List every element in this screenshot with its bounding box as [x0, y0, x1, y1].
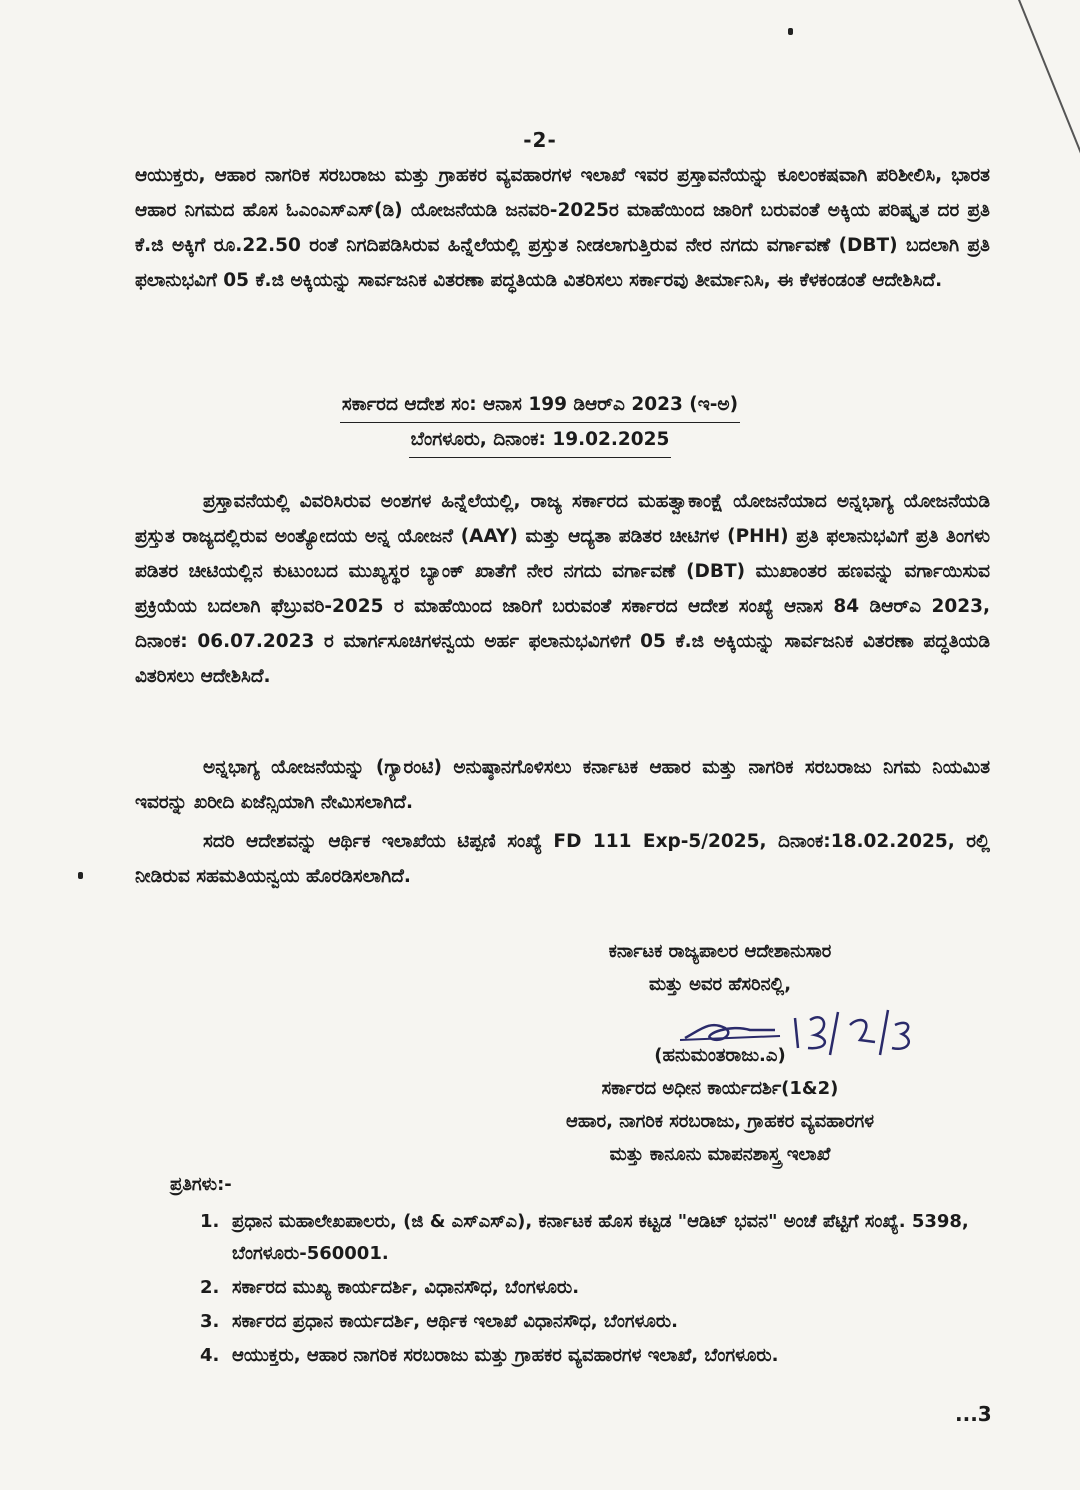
list-item-number: 1. — [200, 1211, 220, 1232]
paragraph-procurement-agency: ಅನ್ನಭಾಗ್ಯ ಯೋಜನೆಯನ್ನು (ಗ್ಯಾರಂಟಿ) ಅನುಷ್ಠಾನಗೊಳಿಸಲು ಕರ್ನಾಟಕ ಆಹಾರ ಮತ್ತು ನಾಗರಿಕ ಸರಬರಾಜು ನಿಗಮ ನಿಯಮಿತ ಇವರನ್ನು ಖರೀದಿ ಏಜೆನ್ಸಿಯಾಗಿ ನೇಮಿಸಲಾಗಿದೆ. — [135, 757, 990, 813]
list-item — [200, 1306, 1010, 1338]
order-place-date: ಬೆಂಗಳೂರು, ದಿನಾಂಕ: 19.02.2025 — [409, 423, 672, 458]
order-heading — [0, 388, 1080, 458]
paragraph-finance-concurrence: ಸದರಿ ಆದೇಶವನ್ನು ಆರ್ಥಿಕ ಇಲಾಖೆಯ ಟಿಪ್ಪಣಿ ಸಂಖ್ಯೆ FD 111 Exp-5/2025, ದಿನಾಂಕ:18.02.2025, ರಲ್ಲಿ ನೀಡಿರುವ ಸಹಮತಿಯನ್ವಯ ಹೊರಡಿಸಲಾಗಿದೆ. — [135, 831, 990, 887]
list-item-text: ಪ್ರಧಾನ ಮಹಾಲೇಖಪಾಲರು, (ಜಿ & ಎಸ್‌ಎಸ್‌ಎ), ಕರ್ನಾಟಕ ಹೊಸ ಕಟ್ಟಡ "ಆಡಿಟ್ ಭವನ" ಅಂಚೆ ಪೆಟ್ಟಿಗೆ ಸಂಖ್ಯೆ. 5398, ಬೆಂಗಳೂರು-560001. — [232, 1211, 969, 1264]
scan-speck — [788, 28, 793, 35]
signature-line-1: ಕರ್ನಾಟಕ ರಾಜ್ಯಪಾಲರ ಆದೇಶಾನುಸಾರ — [608, 941, 832, 962]
list-item-number: 3. — [200, 1311, 220, 1332]
signatory-department-1: ಆಹಾರ, ನಾಗರಿಕ ಸರಬರಾಜು, ಗ್ರಾಹಕರ ವ್ಯವಹಾರಗಳ — [565, 1111, 875, 1132]
handwritten-signature — [680, 1000, 930, 1060]
page-number: -2- — [523, 128, 557, 152]
copies-section — [170, 1170, 1010, 1374]
list-item-number: 2. — [200, 1277, 220, 1298]
signature-line-2: ಮತ್ತು ಅವರ ಹೆಸರಿನಲ್ಲಿ, — [648, 974, 792, 995]
copies-list — [170, 1206, 1010, 1372]
signatory-department-2: ಮತ್ತು ಕಾನೂನು ಮಾಪನಶಾಸ್ತ್ರ ಇಲಾಖೆ — [609, 1144, 831, 1165]
scan-speck — [78, 872, 83, 879]
list-item-text: ಸರ್ಕಾರದ ಪ್ರಧಾನ ಕಾರ್ಯದರ್ಶಿ, ಆರ್ಥಿಕ ಇಲಾಖೆ ವಿಧಾನಸೌಧ, ಬೆಂಗಳೂರು. — [232, 1311, 678, 1332]
continuation-marker: ...3 — [955, 1402, 992, 1426]
list-item-text: ಸರ್ಕಾರದ ಮುಖ್ಯ ಕಾರ್ಯದರ್ಶಿ, ವಿಧಾನಸೌಧ, ಬೆಂಗಳೂರು. — [232, 1277, 580, 1298]
order-number: ಸರ್ಕಾರದ ಆದೇಶ ಸಂ: ಆನಾಸ 199 ಡಿಆರ್‌ಎ 2023 (ಇ-ಅ) — [340, 388, 740, 423]
list-item — [200, 1272, 1010, 1304]
copies-title: ಪ್ರತಿಗಳು:- — [170, 1174, 232, 1195]
list-item-text: ಆಯುಕ್ತರು, ಆಹಾರ ನಾಗರಿಕ ಸರಬರಾಜು ಮತ್ತು ಗ್ರಾಹಕರ ವ್ಯವಹಾರಗಳ ಇಲಾಖೆ, ಬೆಂಗಳೂರು. — [232, 1345, 779, 1366]
signatory-name: (ಹನುಮಂತರಾಜು.ಎ) — [654, 1045, 786, 1066]
signatory-designation: ಸರ್ಕಾರದ ಅಧೀನ ಕಾರ್ಯದರ್ಶಿ(1&2) — [601, 1078, 839, 1099]
paragraph-preamble: ಆಯುಕ್ತರು, ಆಹಾರ ನಾಗರಿಕ ಸರಬರಾಜು ಮತ್ತು ಗ್ರಾಹಕರ ವ್ಯವಹಾರಗಳ ಇಲಾಖೆ ಇವರ ಪ್ರಸ್ತಾವನೆಯನ್ನು ಕೂಲಂಕಷವಾಗಿ ಪರಿಶೀಲಿಸಿ, ಭಾರತ ಆಹಾರ ನಿಗಮದ ಹೊಸ ಓಎಂಎಸ್‌ಎಸ್(ಡಿ) ಯೋಜನೆಯಡಿ ಜನವರಿ-2025ರ ಮಾಹೆಯಿಂದ ಜಾರಿಗೆ ಬರುವಂತೆ ಅಕ್ಕಿಯ ಪರಿಷ್ಕೃತ ದರ ಪ್ರತಿ ಕೆ.ಜಿ ಅಕ್ಕಿಗೆ ರೂ.22.50 ರಂತೆ ನಿಗದಿಪಡಿಸಿರುವ ಹಿನ್ನೆಲೆಯಲ್ಲಿ ಪ್ರಸ್ತುತ ನೀಡಲಾಗುತ್ತಿರುವ ನೇರ ನಗದು ವರ್ಗಾವಣೆ (DBT) ಬದಲಾಗಿ ಪ್ರತಿ ಫಲಾನುಭವಿಗೆ 05 ಕೆ.ಜಿ ಅಕ್ಕಿಯನ್ನು ಸಾರ್ವಜನಿಕ ವಿತರಣಾ ಪದ್ಧತಿಯಡಿ ವಿತರಿಸಲು ಸರ್ಕಾರವು ತೀರ್ಮಾನಿಸಿ, ಈ ಕೆಳಕಂಡಂತೆ ಆದೇಶಿಸಿದೆ. — [135, 165, 990, 291]
list-item — [200, 1340, 1010, 1372]
list-item — [200, 1206, 1010, 1270]
paragraph-order-body: ಪ್ರಸ್ತಾವನೆಯಲ್ಲಿ ವಿವರಿಸಿರುವ ಅಂಶಗಳ ಹಿನ್ನೆಲೆಯಲ್ಲಿ, ರಾಜ್ಯ ಸರ್ಕಾರದ ಮಹತ್ವಾಕಾಂಕ್ಷೆ ಯೋಜನೆಯಾದ ಅನ್ನಭಾಗ್ಯ ಯೋಜನೆಯಡಿ ಪ್ರಸ್ತುತ ರಾಜ್ಯದಲ್ಲಿರುವ ಅಂತ್ಯೋದಯ ಅನ್ನ ಯೋಜನೆ (AAY) ಮತ್ತು ಆದ್ಯತಾ ಪಡಿತರ ಚೀಟಿಗಳ (PHH) ಪ್ರತಿ ಫಲಾನುಭವಿಗೆ ಪ್ರತಿ ತಿಂಗಳು ಪಡಿತರ ಚೀಟಿಯಲ್ಲಿನ ಕುಟುಂಬದ ಮುಖ್ಯಸ್ಥರ ಬ್ಯಾಂಕ್ ಖಾತೆಗೆ ನೇರ ನಗದು ವರ್ಗಾವಣೆ (DBT) ಮುಖಾಂತರ ಹಣವನ್ನು ವರ್ಗಾಯಿಸುವ ಪ್ರಕ್ರಿಯೆಯ ಬದಲಾಗಿ ಫೆಬ್ರುವರಿ-2025 ರ ಮಾಹೆಯಿಂದ ಜಾರಿಗೆ ಬರುವಂತೆ ಸರ್ಕಾರದ ಆದೇಶ ಸಂಖ್ಯೆ ಆನಾಸ 84 ಡಿಆರ್‌ಎ 2023, ದಿನಾಂಕ: 06.07.2023 ರ ಮಾರ್ಗಸೂಚಿಗಳನ್ವಯ ಅರ್ಹ ಫಲಾನುಭವಿಗಳಿಗೆ 05 ಕೆ.ಜಿ ಅಕ್ಕಿಯನ್ನು ಸಾರ್ವಜನಿಕ ವಿತರಣಾ ಪದ್ಧತಿಯಡಿ ವಿತರಿಸಲು ಆದೇಶಿಸಿದೆ. — [135, 491, 990, 687]
list-item-number: 4. — [200, 1345, 220, 1366]
